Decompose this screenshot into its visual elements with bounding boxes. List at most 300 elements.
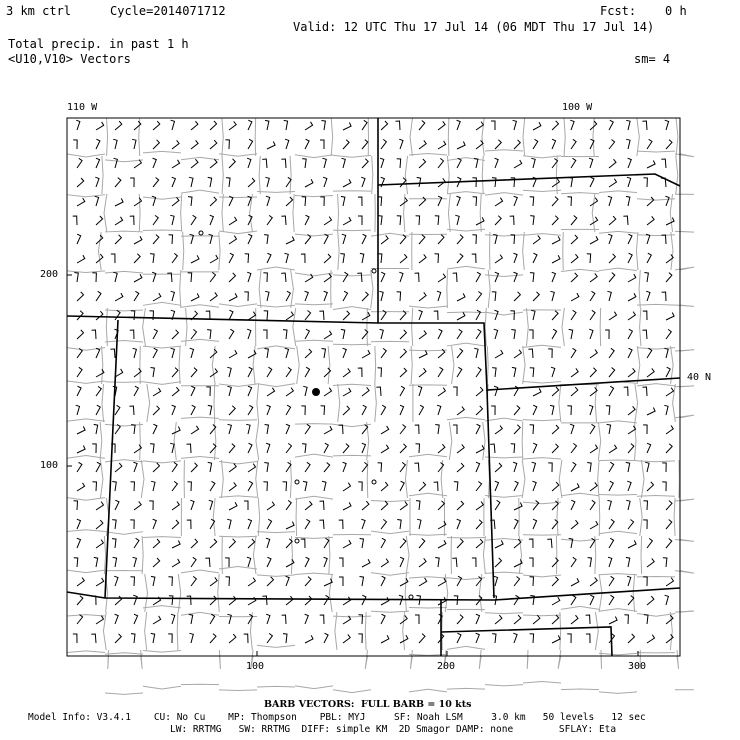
wind-barb — [342, 234, 346, 244]
wind-barb — [609, 216, 616, 225]
wind-barb — [77, 596, 83, 605]
field-title-precip: Total precip. in past 1 h — [8, 37, 189, 51]
wind-barb — [264, 235, 268, 244]
wind-barb — [399, 139, 403, 149]
county-border-segment — [558, 650, 561, 669]
wind-barb — [188, 197, 192, 206]
wind-barb — [571, 158, 576, 168]
wind-barb — [248, 367, 252, 377]
wind-barb — [529, 330, 533, 339]
county-border-segment — [447, 537, 485, 538]
county-border-segment — [107, 118, 108, 156]
wind-barb — [283, 330, 287, 339]
wind-barb — [530, 197, 534, 206]
wind-barb — [495, 615, 502, 624]
wind-barb — [491, 406, 495, 415]
wind-barb — [77, 386, 81, 396]
wind-barb — [609, 462, 614, 472]
wind-barb — [358, 368, 362, 377]
wind-barb — [171, 614, 175, 624]
wind-barb — [666, 218, 674, 226]
wind-barb — [494, 329, 498, 339]
wind-barb — [191, 121, 198, 130]
county-border-segment — [375, 384, 377, 422]
wind-barb — [647, 443, 651, 453]
wind-barb — [511, 330, 515, 340]
county-border-segment — [67, 195, 105, 197]
wind-barb — [321, 121, 325, 131]
wind-barb — [590, 500, 595, 510]
wind-barb — [324, 595, 329, 605]
county-border-segment — [143, 382, 181, 385]
wind-barb — [550, 291, 554, 301]
county-border-segment — [523, 458, 561, 459]
wind-barb — [571, 500, 575, 510]
wind-barb — [229, 121, 236, 130]
wind-barb — [647, 538, 652, 548]
county-border-segment — [523, 156, 561, 158]
county-border-segment — [219, 462, 257, 464]
wind-barb — [643, 311, 647, 320]
county-border-segment — [679, 460, 680, 498]
county-border-segment — [595, 536, 596, 574]
wind-barb — [172, 559, 180, 567]
county-border-segment — [447, 156, 449, 194]
wind-barb — [191, 140, 198, 149]
wind-barb — [115, 500, 119, 510]
wind-barb — [343, 483, 351, 491]
county-border-segment — [447, 266, 485, 269]
wind-barb — [248, 139, 253, 149]
wind-barb — [343, 444, 349, 453]
wind-barb — [472, 235, 476, 244]
wind-barb — [358, 482, 362, 491]
county-border-segment — [180, 270, 181, 308]
wind-barb — [552, 577, 558, 586]
county-border-segment — [485, 457, 523, 458]
wind-barb — [286, 539, 292, 548]
wind-barb — [533, 139, 538, 149]
county-border-segment — [522, 422, 523, 460]
wind-barb — [110, 349, 115, 358]
wind-barb — [626, 500, 630, 510]
wind-barb — [134, 274, 142, 282]
wind-barb — [248, 539, 255, 548]
wind-barb — [666, 444, 672, 453]
wind-barb — [476, 633, 480, 643]
lat-label-40n: 40 N — [687, 372, 712, 383]
county-border-segment — [635, 384, 638, 422]
county-border-segment — [371, 573, 409, 576]
wind-barb — [590, 236, 598, 244]
wind-barb — [644, 615, 648, 624]
wind-barb — [380, 158, 384, 168]
wind-barb — [362, 559, 370, 567]
wind-barb — [628, 426, 636, 434]
wind-barb — [552, 635, 560, 643]
county-border-segment — [328, 346, 330, 384]
wind-barb — [438, 501, 444, 510]
wind-barb — [514, 160, 522, 168]
wind-barb — [130, 330, 134, 339]
wind-barb — [552, 482, 559, 491]
wind-barb — [191, 386, 195, 396]
wind-barb — [400, 481, 404, 491]
wind-barb — [113, 139, 117, 149]
wind-barb — [92, 330, 97, 339]
wind-barb — [324, 426, 332, 434]
county-border-segment — [212, 346, 215, 384]
county-border-segment — [258, 498, 259, 536]
wind-barb — [513, 253, 517, 263]
wind-barb — [547, 539, 552, 548]
wind-barb — [341, 196, 345, 206]
county-border-segment — [102, 346, 103, 384]
county-border-segment — [371, 611, 409, 612]
wind-barb — [400, 386, 405, 396]
wind-barb — [322, 349, 326, 359]
south-dakota-nebraska-border — [378, 174, 680, 186]
wind-barb — [247, 557, 251, 567]
wind-barb — [644, 501, 648, 510]
county-border-segment — [403, 612, 405, 650]
wind-barb — [74, 501, 78, 510]
wind-barb — [281, 216, 286, 225]
wind-barb — [360, 577, 364, 587]
wind-barb — [376, 387, 381, 396]
wind-barb — [191, 255, 199, 263]
county-border-segment — [599, 494, 637, 495]
wind-barb — [514, 539, 521, 548]
county-border-segment — [333, 275, 371, 276]
wind-barb — [666, 501, 672, 510]
wind-barb — [324, 217, 332, 225]
county-border-segment — [142, 536, 143, 574]
wind-barb — [514, 406, 520, 416]
lon-label-110w: 110 W — [67, 102, 98, 113]
wind-barb — [286, 388, 293, 396]
wind-barb — [305, 179, 313, 187]
wind-barb — [381, 501, 388, 510]
wind-barb — [343, 217, 351, 225]
wind-barb — [265, 177, 269, 187]
wind-barb — [225, 558, 229, 567]
wind-barb — [191, 539, 198, 548]
county-border-segment — [448, 194, 450, 232]
wind-barb — [514, 481, 518, 491]
wind-barb — [96, 405, 100, 415]
wind-barb — [303, 481, 307, 491]
county-border-segment — [375, 346, 376, 384]
wind-barb — [229, 273, 236, 282]
wind-barb — [628, 234, 632, 244]
wind-barb — [361, 519, 365, 529]
county-border-segment — [448, 118, 449, 156]
wind-barb — [400, 578, 408, 586]
wind-barb — [609, 273, 615, 282]
wind-barb — [262, 159, 267, 168]
wind-barb — [590, 521, 598, 529]
x-tick-300: 300 — [628, 661, 647, 672]
wind-barb — [96, 386, 101, 396]
wind-barb — [210, 140, 217, 149]
wind-barb — [381, 635, 389, 643]
wind-barb — [643, 425, 647, 434]
wind-barb — [96, 348, 100, 358]
wind-barb — [343, 140, 349, 149]
wind-barb — [285, 348, 289, 358]
wind-barb — [207, 330, 211, 339]
county-border-segment — [295, 686, 333, 689]
wind-barb — [151, 576, 155, 586]
wind-barb — [172, 462, 177, 472]
county-border-segment — [675, 154, 694, 157]
wind-barb — [191, 557, 196, 567]
wind-barb — [533, 122, 541, 130]
wind-barb — [529, 558, 533, 567]
wind-barb — [472, 178, 476, 187]
wind-barb — [490, 444, 495, 453]
wind-barb — [115, 178, 121, 187]
wind-barb — [642, 330, 647, 339]
county-border-segment — [257, 192, 295, 193]
wind-barb — [286, 237, 294, 245]
county-border-segment — [143, 346, 181, 348]
county-border-segment — [100, 460, 103, 498]
wind-barb — [96, 311, 103, 320]
wind-barb — [305, 501, 312, 510]
wind-barb — [134, 386, 138, 396]
wind-barb — [339, 425, 344, 434]
wind-barb — [191, 329, 197, 339]
county-border-segment — [256, 460, 258, 498]
wind-barb — [381, 405, 386, 415]
county-border-segment — [257, 532, 295, 533]
county-border-segment — [409, 534, 447, 535]
county-border-segment — [523, 382, 561, 383]
county-border-segment — [295, 273, 333, 276]
wind-barb — [476, 482, 482, 492]
wind-barb — [151, 368, 155, 378]
county-border-segment — [523, 575, 561, 577]
county-border-segment — [637, 235, 675, 236]
wind-barb — [609, 576, 614, 586]
wind-barb — [282, 615, 286, 624]
utah-colorado-border — [105, 320, 118, 598]
county-border-segment — [105, 382, 143, 383]
county-border-segment — [178, 574, 180, 612]
wind-barb — [457, 349, 463, 359]
wind-barb — [248, 519, 252, 529]
wind-barb — [569, 329, 573, 339]
wind-barb — [115, 235, 121, 244]
wind-barb — [666, 329, 671, 339]
county-border-segment — [485, 193, 523, 195]
wind-barb — [77, 292, 84, 301]
county-border-segment — [214, 384, 215, 422]
wind-barb — [590, 577, 597, 586]
wind-barb — [605, 330, 609, 339]
county-border-segment — [561, 606, 599, 609]
wind-barb — [134, 538, 139, 548]
wind-barb — [77, 538, 81, 548]
wind-barb — [552, 216, 558, 225]
wind-barb — [343, 388, 351, 396]
wind-barb — [286, 405, 291, 415]
county-border-segment — [409, 306, 447, 308]
county-border-segment — [105, 653, 143, 654]
wind-barb — [476, 329, 481, 339]
county-border-segment — [100, 422, 102, 460]
wind-barb — [133, 462, 137, 472]
wind-barb — [666, 615, 673, 624]
wind-barb — [381, 139, 386, 149]
wind-barb — [511, 235, 515, 244]
county-border-segment — [105, 341, 143, 342]
wind-barb — [248, 481, 253, 491]
wind-barb — [343, 348, 347, 358]
wind-barb — [172, 197, 179, 206]
wind-barb — [226, 178, 230, 187]
wind-barb — [400, 557, 404, 567]
wind-barb — [358, 197, 362, 206]
wind-barb — [552, 425, 559, 434]
county-border-segment — [523, 190, 561, 191]
wind-barb — [476, 310, 480, 320]
county-border-segment — [675, 539, 694, 541]
county-border-segment — [256, 422, 259, 460]
wind-barb — [286, 291, 290, 301]
county-border-segment — [257, 384, 259, 422]
wind-barb — [73, 216, 77, 225]
county-border-segment — [181, 570, 219, 573]
wind-barb — [115, 634, 121, 643]
wind-barb — [437, 291, 441, 301]
wind-barb — [457, 539, 463, 548]
wind-barb — [569, 178, 573, 188]
field-title-vectors: <U10,V10> Vectors — [8, 52, 131, 66]
wind-barb — [608, 234, 612, 244]
county-border-segment — [409, 454, 447, 456]
wind-barb — [533, 292, 539, 301]
wind-barb — [378, 463, 382, 472]
wind-barb — [343, 597, 351, 605]
county-border-segment — [483, 536, 485, 574]
county-border-segment — [599, 609, 637, 612]
county-border-segment — [181, 339, 219, 341]
county-border-segment — [371, 531, 409, 533]
wind-barb — [589, 158, 593, 168]
wind-barb — [343, 634, 350, 643]
wind-barb — [77, 158, 82, 168]
wind-barb — [191, 215, 196, 225]
wind-barb — [552, 444, 558, 453]
wind-barb — [419, 159, 426, 168]
wind-barb — [419, 140, 426, 149]
wind-barb — [191, 576, 196, 586]
county-border-segment — [221, 460, 223, 498]
wind-barb — [647, 558, 654, 567]
wind-barb — [666, 367, 670, 377]
county-border-segment — [139, 118, 140, 156]
wind-barb — [492, 178, 496, 187]
wind-barb — [400, 539, 406, 548]
wind-barb — [397, 159, 401, 168]
wind-barb — [96, 616, 104, 624]
wind-barb — [286, 312, 293, 320]
wind-barb — [267, 519, 272, 529]
wind-barb — [662, 235, 667, 244]
county-border-segment — [404, 194, 405, 232]
county-border-segment — [102, 156, 103, 194]
wind-barb — [533, 253, 537, 263]
county-border-segment — [143, 197, 181, 199]
wind-barb — [210, 614, 215, 624]
wind-barb — [343, 502, 351, 510]
wind-barb — [341, 329, 345, 339]
county-border-segment — [296, 498, 297, 536]
wind-barb — [168, 577, 172, 586]
county-border-segment — [485, 235, 523, 236]
wind-barb — [343, 272, 348, 282]
wind-barb — [532, 462, 536, 472]
wind-barb — [438, 597, 446, 605]
county-border-segment — [405, 156, 407, 194]
wind-barb — [381, 559, 388, 567]
county-border-segment — [333, 344, 371, 345]
wind-barb — [552, 329, 557, 339]
wind-barb — [378, 368, 382, 377]
wind-barb — [266, 538, 270, 548]
wind-barb — [571, 216, 577, 226]
wind-barb — [305, 519, 310, 529]
wind-barb — [628, 293, 636, 301]
wind-barb — [210, 292, 217, 301]
county-border-segment — [329, 536, 330, 574]
wind-barb — [112, 520, 116, 529]
wind-barb — [324, 538, 329, 548]
county-border-segment — [98, 232, 101, 270]
county-border-segment — [181, 457, 219, 459]
wind-barb — [400, 235, 406, 244]
wind-barb — [400, 405, 404, 415]
wind-barb — [302, 444, 306, 453]
wind-barb — [381, 519, 387, 529]
wind-barb — [414, 463, 419, 472]
wind-barb — [609, 617, 617, 625]
wind-barb — [647, 197, 654, 206]
wind-barb — [153, 329, 157, 339]
wind-barb — [319, 520, 324, 529]
county-border-segment — [105, 310, 143, 311]
wind-barb — [529, 539, 533, 548]
county-border-segment — [675, 386, 694, 387]
wind-barb — [131, 482, 135, 491]
wind-barb — [267, 577, 274, 586]
county-border-segment — [526, 308, 528, 346]
county-border-segment — [485, 150, 523, 151]
county-border-segment — [105, 693, 143, 694]
county-border-segment — [333, 155, 371, 157]
wind-barb — [153, 463, 160, 472]
wind-barb — [227, 367, 231, 377]
county-border-segment — [641, 460, 644, 498]
wind-barb — [623, 216, 628, 225]
valid-time: Valid: 12 UTC Thu 17 Jul 14 (06 MDT Thu 17 Jul 14) — [293, 20, 655, 34]
wind-barb — [586, 634, 590, 643]
wind-barb — [92, 596, 96, 605]
wind-barb — [474, 158, 478, 168]
